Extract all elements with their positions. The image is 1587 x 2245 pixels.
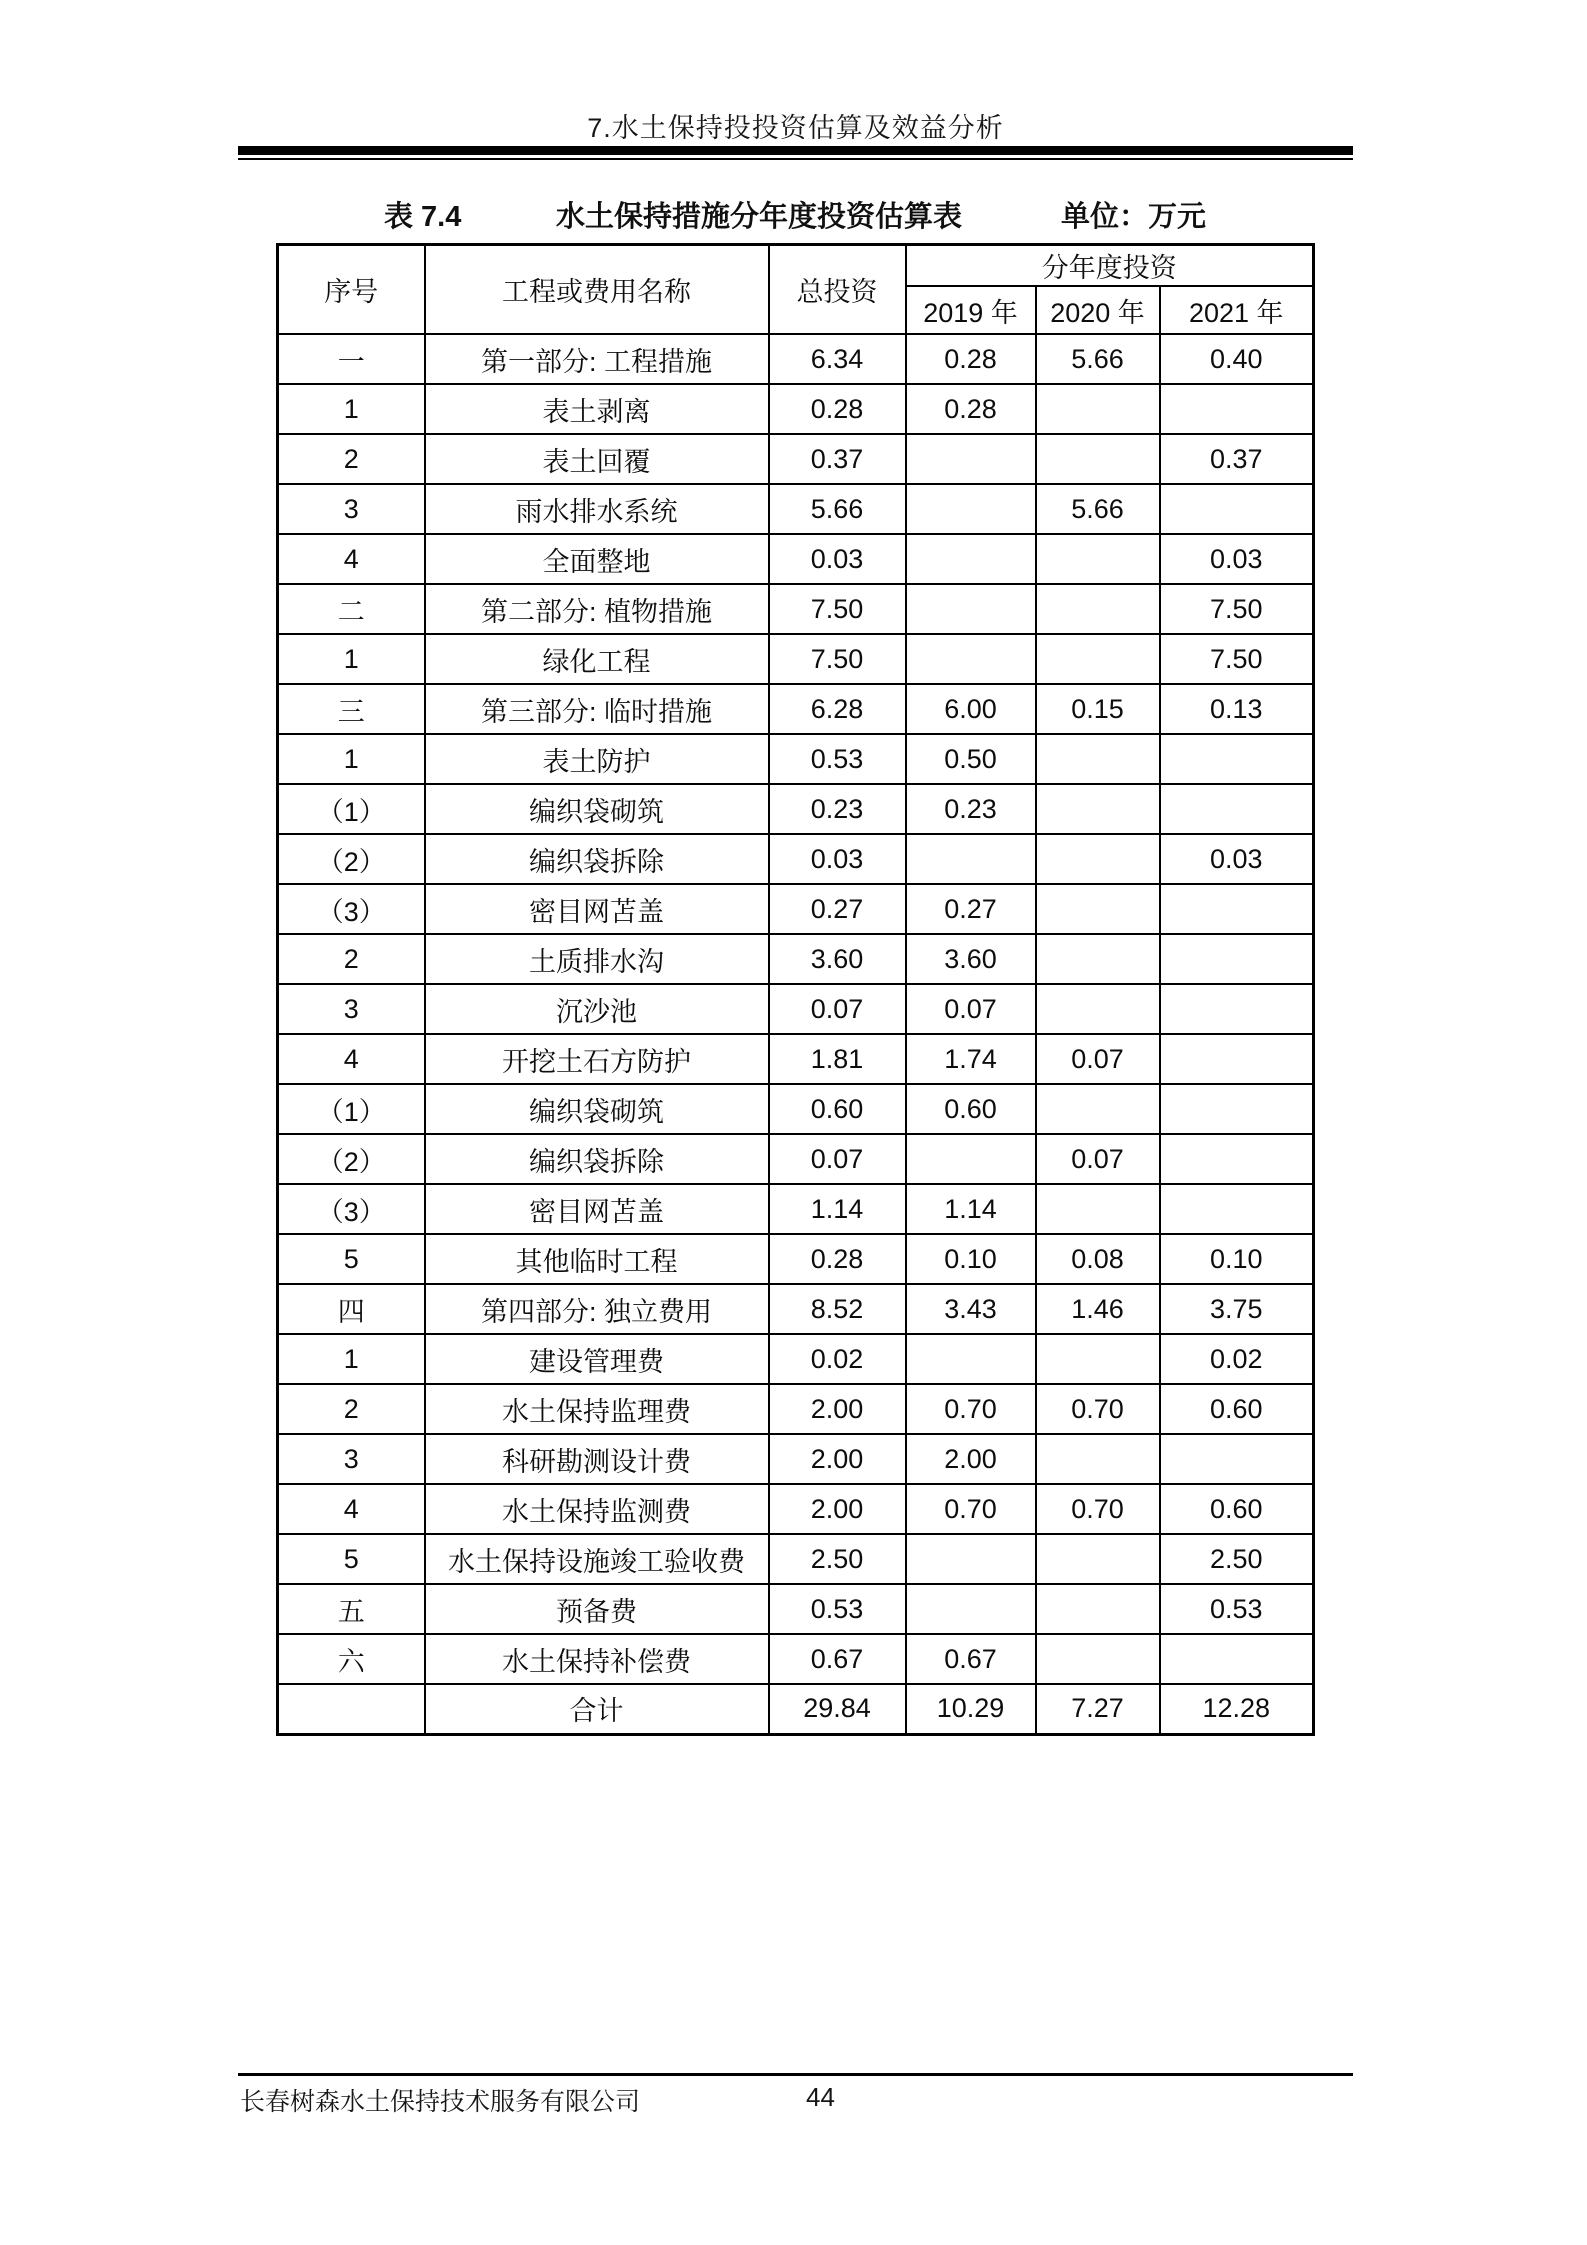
row-index-cell: （1） [278, 784, 425, 834]
row-index-cell: 3 [278, 984, 425, 1034]
table-row [278, 1334, 1314, 1384]
table-row [278, 684, 1314, 734]
row-2020-cell [1036, 534, 1160, 584]
row-index-cell: 1 [278, 634, 425, 684]
row-2019-cell: 0.70 [906, 1384, 1036, 1434]
row-index-cell: （1） [278, 1084, 425, 1134]
row-2020-cell [1036, 434, 1160, 484]
row-total-cell: 6.34 [769, 334, 906, 384]
row-2019-cell: 1.14 [906, 1184, 1036, 1234]
row-2021-cell [1160, 484, 1314, 534]
table-row [278, 1584, 1314, 1634]
row-index-cell [278, 1684, 425, 1734]
row-2020-cell: 1.46 [1036, 1284, 1160, 1334]
row-2021-cell: 0.02 [1160, 1334, 1314, 1384]
row-2021-cell: 0.10 [1160, 1234, 1314, 1284]
table-row [278, 1034, 1314, 1084]
row-2020-cell: 0.70 [1036, 1484, 1160, 1534]
header-cell-index: 序号 [278, 245, 425, 335]
table-row [278, 984, 1314, 1034]
row-name-cell: 第一部分: 工程措施 [425, 334, 769, 384]
header-cell-year-2021: 2021 年 [1160, 286, 1314, 334]
row-2021-cell [1160, 784, 1314, 834]
row-total-cell: 0.02 [769, 1334, 906, 1384]
row-2021-cell: 0.03 [1160, 834, 1314, 884]
row-total-cell: 2.00 [769, 1434, 906, 1484]
header-cell-year-2019: 2019 年 [906, 286, 1036, 334]
row-2019-cell: 0.23 [906, 784, 1036, 834]
row-index-cell: 4 [278, 1484, 425, 1534]
row-2021-cell [1160, 1084, 1314, 1134]
header-cell-name: 工程或费用名称 [425, 245, 769, 335]
row-total-cell: 0.07 [769, 984, 906, 1034]
row-index-cell: 2 [278, 934, 425, 984]
table-row [278, 784, 1314, 834]
row-2020-cell [1036, 934, 1160, 984]
row-total-cell: 0.67 [769, 1634, 906, 1684]
table-row [278, 584, 1314, 634]
row-2020-cell [1036, 634, 1160, 684]
row-2020-cell: 7.27 [1036, 1684, 1160, 1734]
row-2021-cell: 0.37 [1160, 434, 1314, 484]
row-index-cell: 1 [278, 384, 425, 434]
row-index-cell: 3 [278, 484, 425, 534]
table-row [278, 1184, 1314, 1234]
row-name-cell: 第三部分: 临时措施 [425, 684, 769, 734]
row-2020-cell: 5.66 [1036, 334, 1160, 384]
row-2019-cell [906, 634, 1036, 684]
row-2019-cell: 0.27 [906, 884, 1036, 934]
row-2019-cell [906, 434, 1036, 484]
row-2019-cell: 10.29 [906, 1684, 1036, 1734]
row-2019-cell: 0.67 [906, 1634, 1036, 1684]
row-total-cell: 0.03 [769, 834, 906, 884]
row-2019-cell: 0.60 [906, 1084, 1036, 1134]
row-2020-cell: 5.66 [1036, 484, 1160, 534]
row-total-cell: 0.03 [769, 534, 906, 584]
row-total-cell: 0.28 [769, 384, 906, 434]
row-2021-cell [1160, 1184, 1314, 1234]
row-total-cell: 0.53 [769, 1584, 906, 1634]
row-2021-cell: 0.40 [1160, 334, 1314, 384]
row-name-cell: 水土保持监测费 [425, 1484, 769, 1534]
row-2021-cell [1160, 1034, 1314, 1084]
table-row [278, 934, 1314, 984]
row-name-cell: 沉沙池 [425, 984, 769, 1034]
row-total-cell: 0.60 [769, 1084, 906, 1134]
row-2019-cell: 0.07 [906, 984, 1036, 1034]
row-index-cell: 六 [278, 1634, 425, 1684]
row-index-cell: 二 [278, 584, 425, 634]
row-2021-cell [1160, 984, 1314, 1034]
row-name-cell: 表土防护 [425, 734, 769, 784]
row-index-cell: （2） [278, 1134, 425, 1184]
row-2021-cell: 0.60 [1160, 1384, 1314, 1434]
row-2019-cell [906, 1584, 1036, 1634]
row-2019-cell: 1.74 [906, 1034, 1036, 1084]
table-header [278, 245, 1314, 335]
row-index-cell: （3） [278, 884, 425, 934]
header-rule-thin-line [238, 158, 1353, 160]
row-index-cell: 1 [278, 734, 425, 784]
row-2021-cell: 2.50 [1160, 1534, 1314, 1584]
row-total-cell: 6.28 [769, 684, 906, 734]
row-2021-cell [1160, 734, 1314, 784]
row-name-cell: 表土回覆 [425, 434, 769, 484]
row-name-cell: 水土保持监理费 [425, 1384, 769, 1434]
row-2020-cell [1036, 984, 1160, 1034]
table-row [278, 834, 1314, 884]
row-name-cell: 预备费 [425, 1584, 769, 1634]
row-2020-cell: 0.07 [1036, 1134, 1160, 1184]
row-2019-cell [906, 1334, 1036, 1384]
row-2019-cell: 0.10 [906, 1234, 1036, 1284]
row-2021-cell: 0.03 [1160, 534, 1314, 584]
row-2021-cell [1160, 934, 1314, 984]
row-name-cell: 密目网苫盖 [425, 1184, 769, 1234]
row-index-cell: 3 [278, 1434, 425, 1484]
row-2020-cell: 0.08 [1036, 1234, 1160, 1284]
row-index-cell: （2） [278, 834, 425, 884]
row-total-cell: 0.23 [769, 784, 906, 834]
row-2020-cell: 0.70 [1036, 1384, 1160, 1434]
row-index-cell: 2 [278, 434, 425, 484]
row-index-cell: 4 [278, 1034, 425, 1084]
row-name-cell: 其他临时工程 [425, 1234, 769, 1284]
row-2021-cell [1160, 1634, 1314, 1684]
row-2019-cell: 0.70 [906, 1484, 1036, 1534]
row-2020-cell [1036, 1584, 1160, 1634]
row-name-cell: 绿化工程 [425, 634, 769, 684]
row-2019-cell: 0.50 [906, 734, 1036, 784]
row-name-cell: 第四部分: 独立费用 [425, 1284, 769, 1334]
header-cell-annual-group: 分年度投资 [906, 245, 1314, 287]
table-body [278, 334, 1314, 1734]
row-total-cell: 1.81 [769, 1034, 906, 1084]
table-row [278, 1484, 1314, 1534]
row-index-cell: 5 [278, 1234, 425, 1284]
row-total-cell: 0.07 [769, 1134, 906, 1184]
row-total-cell: 8.52 [769, 1284, 906, 1334]
row-2021-cell: 0.60 [1160, 1484, 1314, 1534]
row-2019-cell [906, 484, 1036, 534]
header-cell-total: 总投资 [769, 245, 906, 335]
row-name-cell: 开挖土石方防护 [425, 1034, 769, 1084]
table-row [278, 1684, 1314, 1734]
table-row [278, 634, 1314, 684]
table-row [278, 1534, 1314, 1584]
row-2021-cell [1160, 884, 1314, 934]
row-2020-cell [1036, 734, 1160, 784]
row-name-cell: 编织袋砌筑 [425, 1084, 769, 1134]
footer-company-name: 长春树森水土保持技术服务有限公司 [240, 2088, 641, 2116]
row-2021-cell [1160, 1134, 1314, 1184]
row-2021-cell [1160, 1434, 1314, 1484]
row-2019-cell: 0.28 [906, 334, 1036, 384]
row-2020-cell [1036, 1334, 1160, 1384]
row-2021-cell: 12.28 [1160, 1684, 1314, 1734]
row-2019-cell [906, 1134, 1036, 1184]
row-2020-cell: 0.15 [1036, 684, 1160, 734]
row-name-cell: 密目网苫盖 [425, 884, 769, 934]
row-2021-cell: 3.75 [1160, 1284, 1314, 1334]
table-row [278, 1084, 1314, 1134]
header-double-rule [238, 146, 1353, 160]
row-name-cell: 建设管理费 [425, 1334, 769, 1384]
row-2019-cell: 2.00 [906, 1434, 1036, 1484]
row-index-cell: 1 [278, 1334, 425, 1384]
table-row [278, 734, 1314, 784]
row-2020-cell [1036, 384, 1160, 434]
table-caption-label: 表 7.4 [384, 201, 462, 233]
page-header-title: 7.水土保持投投资估算及效益分析 [587, 113, 1004, 143]
table-row [278, 1134, 1314, 1184]
row-name-cell: 雨水排水系统 [425, 484, 769, 534]
row-2019-cell [906, 834, 1036, 884]
row-total-cell: 5.66 [769, 484, 906, 534]
table-row [278, 534, 1314, 584]
row-2020-cell: 0.07 [1036, 1034, 1160, 1084]
row-2021-cell [1160, 384, 1314, 434]
row-name-cell: 表土剥离 [425, 384, 769, 434]
row-index-cell: 4 [278, 534, 425, 584]
row-index-cell: （3） [278, 1184, 425, 1234]
row-2020-cell [1036, 1184, 1160, 1234]
table-row [278, 884, 1314, 934]
row-total-cell: 0.27 [769, 884, 906, 934]
row-2020-cell [1036, 1634, 1160, 1684]
table-caption-title: 水土保持措施分年度投资估算表 [556, 201, 963, 233]
row-total-cell: 7.50 [769, 634, 906, 684]
row-total-cell: 0.28 [769, 1234, 906, 1284]
row-total-cell: 29.84 [769, 1684, 906, 1734]
row-2021-cell: 7.50 [1160, 584, 1314, 634]
row-2019-cell [906, 1534, 1036, 1584]
row-total-cell: 7.50 [769, 584, 906, 634]
row-2020-cell [1036, 1084, 1160, 1134]
row-2019-cell: 3.43 [906, 1284, 1036, 1334]
row-total-cell: 0.37 [769, 434, 906, 484]
row-name-cell: 第二部分: 植物措施 [425, 584, 769, 634]
row-index-cell: 5 [278, 1534, 425, 1584]
header-cell-year-2020: 2020 年 [1036, 286, 1160, 334]
row-2020-cell [1036, 1534, 1160, 1584]
row-total-cell: 2.00 [769, 1384, 906, 1434]
row-2020-cell [1036, 884, 1160, 934]
row-name-cell: 科研勘测设计费 [425, 1434, 769, 1484]
row-2021-cell: 0.53 [1160, 1584, 1314, 1634]
row-2020-cell [1036, 834, 1160, 884]
row-name-cell: 合计 [425, 1684, 769, 1734]
row-total-cell: 2.00 [769, 1484, 906, 1534]
table-row [278, 1234, 1314, 1284]
table-row [278, 334, 1314, 384]
row-index-cell: 三 [278, 684, 425, 734]
row-name-cell: 编织袋拆除 [425, 1134, 769, 1184]
row-total-cell: 3.60 [769, 934, 906, 984]
footer-page-number: 44 [806, 2082, 835, 2112]
row-name-cell: 土质排水沟 [425, 934, 769, 984]
table-row [278, 384, 1314, 434]
row-2020-cell [1036, 784, 1160, 834]
row-name-cell: 编织袋砌筑 [425, 784, 769, 834]
row-name-cell: 编织袋拆除 [425, 834, 769, 884]
row-2019-cell [906, 534, 1036, 584]
table-row [278, 1384, 1314, 1434]
row-name-cell: 全面整地 [425, 534, 769, 584]
table-row [278, 484, 1314, 534]
row-index-cell: 2 [278, 1384, 425, 1434]
row-total-cell: 1.14 [769, 1184, 906, 1234]
footer-rule [238, 2073, 1353, 2076]
investment-estimate-table [276, 243, 1315, 1736]
row-total-cell: 0.53 [769, 734, 906, 784]
row-2019-cell: 6.00 [906, 684, 1036, 734]
table-row [278, 1434, 1314, 1484]
row-2019-cell: 0.28 [906, 384, 1036, 434]
row-index-cell: 五 [278, 1584, 425, 1634]
table-row [278, 1284, 1314, 1334]
row-name-cell: 水土保持补偿费 [425, 1634, 769, 1684]
row-2019-cell [906, 584, 1036, 634]
header-rule-thick-line [238, 146, 1353, 155]
table-row [278, 434, 1314, 484]
table-caption-unit: 单位：万元 [1061, 201, 1207, 233]
row-2021-cell: 7.50 [1160, 634, 1314, 684]
table-row [278, 1634, 1314, 1684]
row-index-cell: 四 [278, 1284, 425, 1334]
row-2021-cell: 0.13 [1160, 684, 1314, 734]
row-2019-cell: 3.60 [906, 934, 1036, 984]
row-total-cell: 2.50 [769, 1534, 906, 1584]
row-2020-cell [1036, 1434, 1160, 1484]
row-index-cell: 一 [278, 334, 425, 384]
row-2020-cell [1036, 584, 1160, 634]
row-name-cell: 水土保持设施竣工验收费 [425, 1534, 769, 1584]
table-caption [238, 194, 1353, 236]
